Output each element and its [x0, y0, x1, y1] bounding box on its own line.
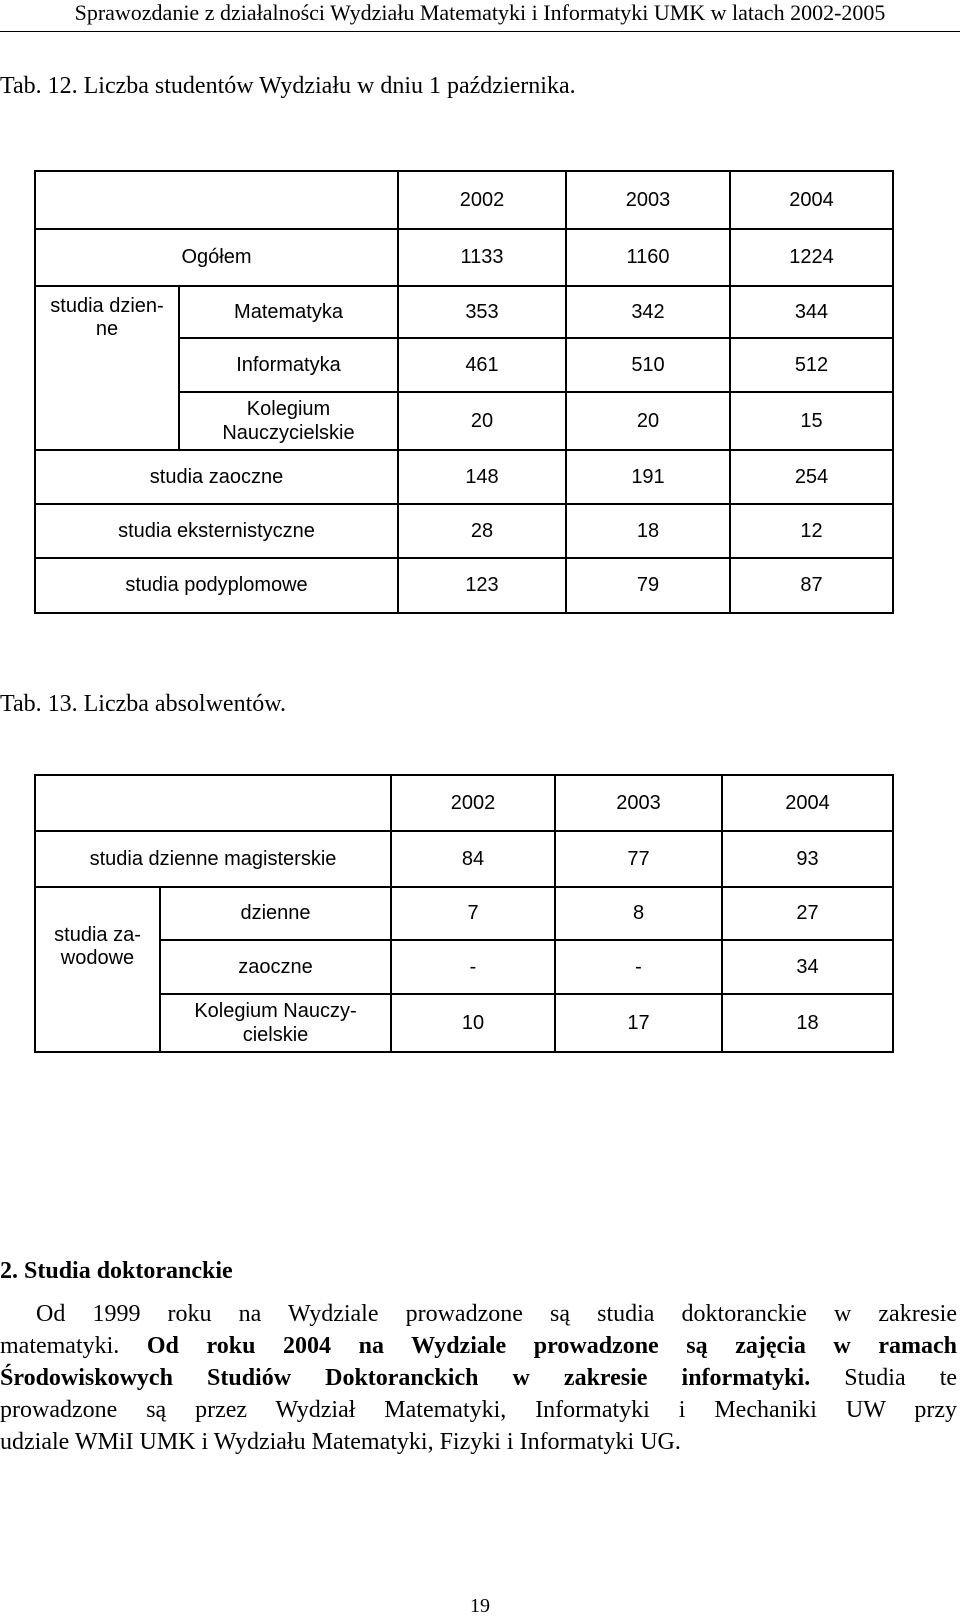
value-cell: 191 — [566, 450, 730, 504]
value-cell: 342 — [566, 286, 730, 338]
row-label-line: Kolegium — [246, 398, 331, 420]
paragraph-line — [0, 1330, 957, 1362]
paragraph-bold-text: Środowiskowych Studiów Doktoranckich w zakresie informatyki. — [0, 1365, 811, 1391]
table12-corner-cell — [35, 171, 398, 229]
year-cell: 2004 — [722, 775, 893, 831]
value-cell: 148 — [398, 450, 566, 504]
value-cell: 20 — [398, 392, 566, 450]
value-cell: 84 — [391, 831, 555, 887]
group-label-line: wodowe — [60, 947, 135, 969]
table-row — [35, 558, 893, 613]
value-cell: - — [555, 940, 722, 994]
value-cell: 93 — [722, 831, 893, 887]
table13-corner-cell — [35, 775, 391, 831]
row-label-line: Kolegium Nauczy- — [194, 1000, 357, 1022]
value-cell: 1133 — [398, 229, 566, 286]
table13 — [34, 774, 894, 1053]
table-row — [35, 286, 893, 338]
header-rule — [0, 31, 960, 32]
row-label: studia dzienne magisterskie — [35, 831, 391, 887]
year-cell: 2002 — [391, 775, 555, 831]
group-label-dzienne: studia dzien-ne — [35, 286, 179, 450]
page-number: 19 — [470, 1595, 490, 1617]
value-cell: 123 — [398, 558, 566, 613]
value-cell: 87 — [730, 558, 893, 613]
value-cell: 17 — [555, 994, 722, 1052]
group-label-line: studia za- — [54, 924, 141, 946]
value-cell: 1160 — [566, 229, 730, 286]
value-cell: 1224 — [730, 229, 893, 286]
row-label: studia podyplomowe — [35, 558, 398, 613]
table12 — [34, 170, 894, 614]
value-cell: 18 — [722, 994, 893, 1052]
row-label — [179, 392, 398, 450]
value-cell: 20 — [566, 392, 730, 450]
row-label — [160, 994, 391, 1052]
row-label-line: cielskie — [242, 1024, 309, 1046]
value-cell: 77 — [555, 831, 722, 887]
table-row — [35, 229, 893, 286]
paragraph-text: matematyki. — [0, 1333, 120, 1359]
table-row — [35, 831, 893, 887]
value-cell: 12 — [730, 504, 893, 558]
paragraph-line: udziale WMiI UMK i Wydziału Matematyki, Fizyki i Informatyki UG. — [0, 1429, 681, 1455]
value-cell: 512 — [730, 338, 893, 392]
table-row — [35, 940, 893, 994]
value-cell: 27 — [722, 887, 893, 940]
value-cell: 344 — [730, 286, 893, 338]
table-row — [35, 504, 893, 558]
paragraph-line: Od 1999 roku na Wydziale prowadzone są studia doktoranckie w zakresie — [36, 1301, 957, 1327]
running-header: Sprawozdanie z działalności Wydziału Matematyki i Informatyki UMK w latach 2002-2005 — [74, 0, 886, 25]
value-cell: 510 — [566, 338, 730, 392]
year-cell: 2003 — [555, 775, 722, 831]
value-cell: 10 — [391, 994, 555, 1052]
row-label: studia zaoczne — [35, 450, 398, 504]
value-cell: 7 — [391, 887, 555, 940]
value-cell: 254 — [730, 450, 893, 504]
row-label-line: Nauczycielskie — [222, 422, 355, 444]
table-row — [35, 887, 893, 940]
section-paragraph — [0, 1298, 957, 1458]
value-cell: 34 — [722, 940, 893, 994]
year-cell: 2004 — [730, 171, 893, 229]
paragraph-line: prowadzone są przez Wydział Matematyki, Informatyki i Mechaniki UW przy — [0, 1397, 957, 1423]
table12-caption: Tab. 12. Liczba studentów Wydziału w dniu 1 października. — [0, 73, 576, 99]
table-row — [35, 450, 893, 504]
row-label: dzienne — [160, 887, 391, 940]
value-cell: 353 — [398, 286, 566, 338]
value-cell: 79 — [566, 558, 730, 613]
row-label: Matematyka — [179, 286, 398, 338]
group-label-zawodowe — [35, 887, 160, 1052]
value-cell: - — [391, 940, 555, 994]
paragraph-bold-text: Od roku 2004 na Wydziale prowadzone są zajęcia w ramach — [146, 1333, 957, 1359]
value-cell: 18 — [566, 504, 730, 558]
table-row — [35, 994, 893, 1052]
row-label: studia eksternistyczne — [35, 504, 398, 558]
table12-header-row — [35, 171, 893, 229]
row-label: Ogółem — [35, 229, 398, 286]
section-heading: 2. Studia doktoranckie — [0, 1258, 233, 1284]
paragraph-text: Studia te — [844, 1365, 958, 1391]
year-cell: 2002 — [398, 171, 566, 229]
table13-caption: Tab. 13. Liczba absolwentów. — [0, 691, 287, 717]
row-label: zaoczne — [160, 940, 391, 994]
value-cell: 15 — [730, 392, 893, 450]
row-label: Informatyka — [179, 338, 398, 392]
year-cell: 2003 — [566, 171, 730, 229]
value-cell: 461 — [398, 338, 566, 392]
table13-header-row — [35, 775, 893, 831]
value-cell: 28 — [398, 504, 566, 558]
value-cell: 8 — [555, 887, 722, 940]
paragraph-line — [0, 1362, 957, 1394]
